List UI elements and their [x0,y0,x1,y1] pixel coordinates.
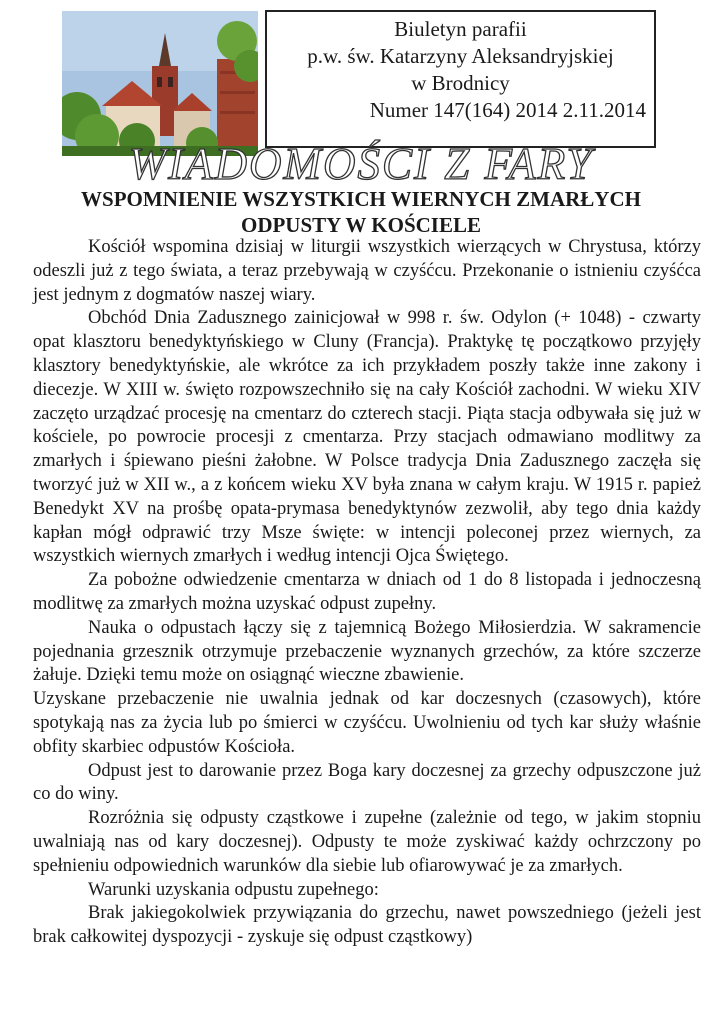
article-subtitle: ODPUSTY W KOŚCIELE [240,213,481,237]
masthead-title: WIADOMOŚCI Z FARY [128,139,594,189]
article-body [33,236,701,950]
article-title: WSPOMNIENIE WSZYSTKICH WIERNYCH ZMARŁYCH [81,187,641,211]
bulletin-parish-line: Biuletyn parafii [394,17,527,41]
paragraph: Obchód Dnia Zadusznego zainicjował w 998 r. św. Odylon (+ 1048) - czwarty opat klasztoru benedyktyńskiego w Cluny (Francja). Praktykę tę początkowo przyjęły klasztory benedyktyńskie, ale wkrótce za ich przykładem poszły także inne zakony i diecezje. W XIII w. święto rozpowszechniło się na cały Kościół zachodni. W wieku XIV zaczęto urządzać procesję na cmentarz do czterech stacji. Piąta stacja odbywała się już w kościele, po powrocie procesji z cmentarza. Przy stacjach odmawiano modlitwy za zmarłych i śpiewano pieśni żałobne. W Polsce tradycja Dnia Zadusznego zaczęła się tworzyć już w XII w., a z końcem wieku XV była znana w całym kraju. W 1915 r. papież Benedykt XV na prośbę opata-prymasa benedyktynów zezwolił, aby tego dnia każdy kapłan mógł odprawić trzy Msze święte: w intencji poleconej przez wiernych, za wszystkich wiernych zmarłych i według intencji Ojca Świętego. [33,308,701,567]
bulletin-issue-number: Numer 147(164) 2014 2.11.2014 [369,98,646,122]
bulletin-header-box [265,10,656,148]
paragraph: Brak jakiegokolwiek przywiązania do grzechu, nawet powszedniego (jeżeli jest brak całkowitej dyspozycji - zyskuje się odpust cząstkowy) [33,903,701,948]
paragraph: Warunki uzyskania odpustu zupełnego: [88,879,379,900]
paragraph: Odpust jest to darowanie przez Boga kary doczesnej za grzechy odpuszczone już co do winy. [33,760,701,805]
paragraph: Rozróżnia się odpusty cząstkowe i zupełne (zależnie od tego, w jakim stopniu uwalniają nas od kary doczesnej). Odpusty te może zyskiwać każdy ochrzczony po spełnieniu odpowiednich warunków dla siebie lub ofiarowywać je za zmarłych. [33,808,701,876]
church-photo-illustration [62,11,258,156]
bulletin-patron-line: p.w. św. Katarzyny Aleksandryjskiej [307,44,614,68]
bulletin-town-line: w Brodnicy [411,71,510,95]
paragraph: Za pobożne odwiedzenie cmentarza w dniach od 1 do 8 listopada i jednoczesną modlitwę za zmarłych można uzyskać odpust zupełny. [33,570,701,614]
church-photo [62,11,258,156]
paragraph: Uzyskane przebaczenie nie uwalnia jednak od kar doczesnych (czasowych), które spotykają nas za życia lub po śmierci w czyśćcu. Uwolnieniu od tych kar służy właśnie obfity skarbiec odpustów Kościoła. [33,689,701,757]
paragraph: Kościół wspomina dzisiaj w liturgii wszystkich wierzących w Chrystusa, którzy odeszli już z tego świata, a teraz przebywają w czyśćcu. Przekonanie o istnieniu czyśćca jest jednym z dogmatów naszej wiary. [33,237,701,305]
paragraph: Nauka o odpustach łączy się z tajemnicą Bożego Miłosierdzia. W sakramencie pojednania grzesznik otrzymuje przebaczenie wyznanych grzechów, za które szczerze żałuje. Dzięki temu może on osiągnąć wieczne zbawienie. [33,617,701,686]
